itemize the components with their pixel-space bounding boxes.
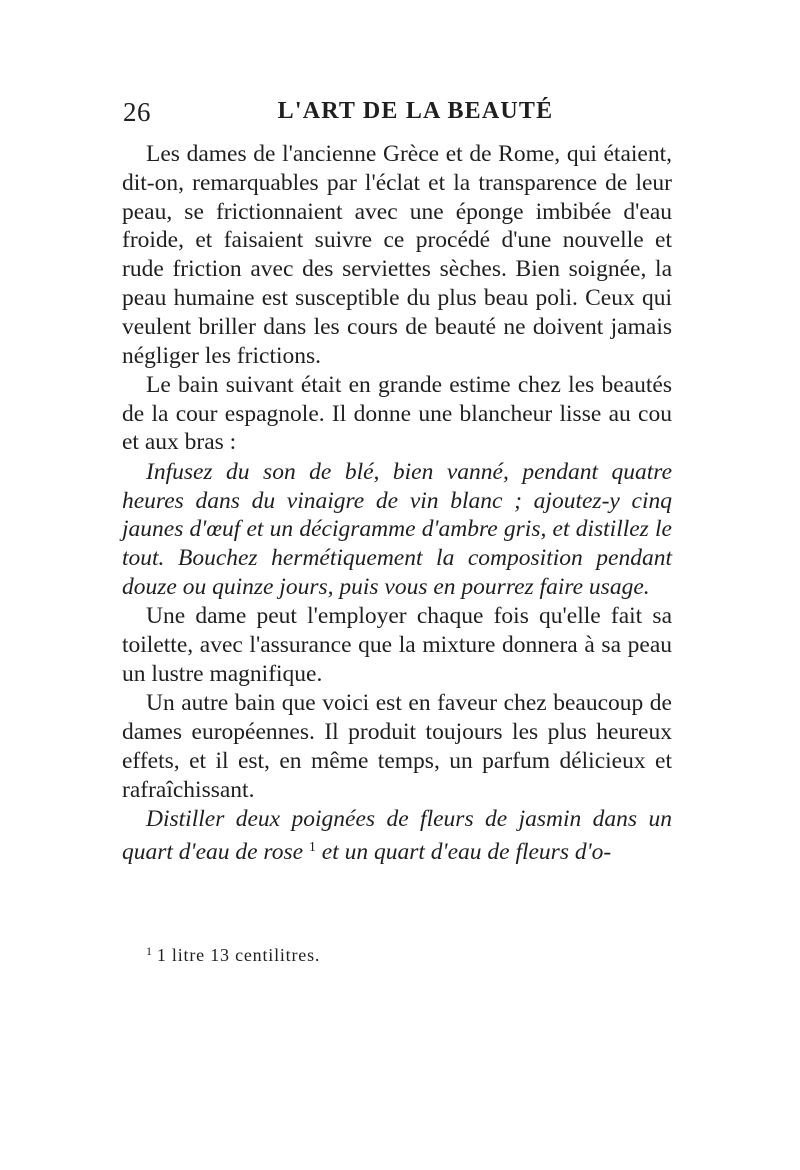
footnote — [146, 944, 320, 966]
footnote-mark: 1 — [146, 944, 153, 958]
body-text — [122, 140, 672, 866]
recipe-paragraph: Infusez du son de blé, bien vanné, pendant quatre heures dans du vinaigre de vin blanc ; ajoutez-y cinq jaunes d'œuf et un décigramme d'ambre gris, et distillez le tout. Bouchez hermétiquement la composition pendant douze ou quinze jours, puis vous en pourrez faire usage. — [122, 458, 672, 600]
footnote-reference: 1 — [308, 839, 316, 855]
recipe-text-end: et un quart d'eau de fleurs d'o- — [315, 838, 612, 865]
paragraph: Un autre bain que voici est en faveur chez beaucoup de dames européennes. Il produit toujours les plus heureux effets, et il est, en même temps, un parfum délicieux et rafraîchissant. — [122, 690, 672, 803]
paragraph: Le bain suivant était en grande estime chez les beautés de la cour espagnole. Il donne une blancheur lisse au cou et aux bras : — [122, 371, 672, 456]
paragraph: Les dames de l'ancienne Grèce et de Rome, qui étaient, dit-on, remarquables par l'éclat et la transparence de leur peau, se frictionnaient avec une éponge imbibée d'eau froide, et faisaient suivre ce procédé d'une nouvelle et rude friction avec des serviettes sèches. Bien soignée, la peau humaine est susceptible du plus beau poli. Ceux qui veulent briller dans les cours de beauté ne doivent jamais négliger les frictions. — [122, 141, 672, 369]
recipe-paragraph-continued — [122, 805, 672, 867]
paragraph: Une dame peut l'employer chaque fois qu'elle fait sa toilette, avec l'assurance que la mixture donnera à sa peau un lustre magnifique. — [122, 603, 672, 687]
page-number: 26 — [123, 97, 151, 127]
running-title: L'ART DE LA BEAUTÉ — [277, 98, 554, 124]
page-header — [123, 97, 668, 131]
footnote-text: 1 litre 13 centilitres. — [156, 945, 321, 965]
recipe-text-start: Distiller deux poignées de fleurs de jasmin dans un quart d'eau de rose — [122, 805, 672, 865]
